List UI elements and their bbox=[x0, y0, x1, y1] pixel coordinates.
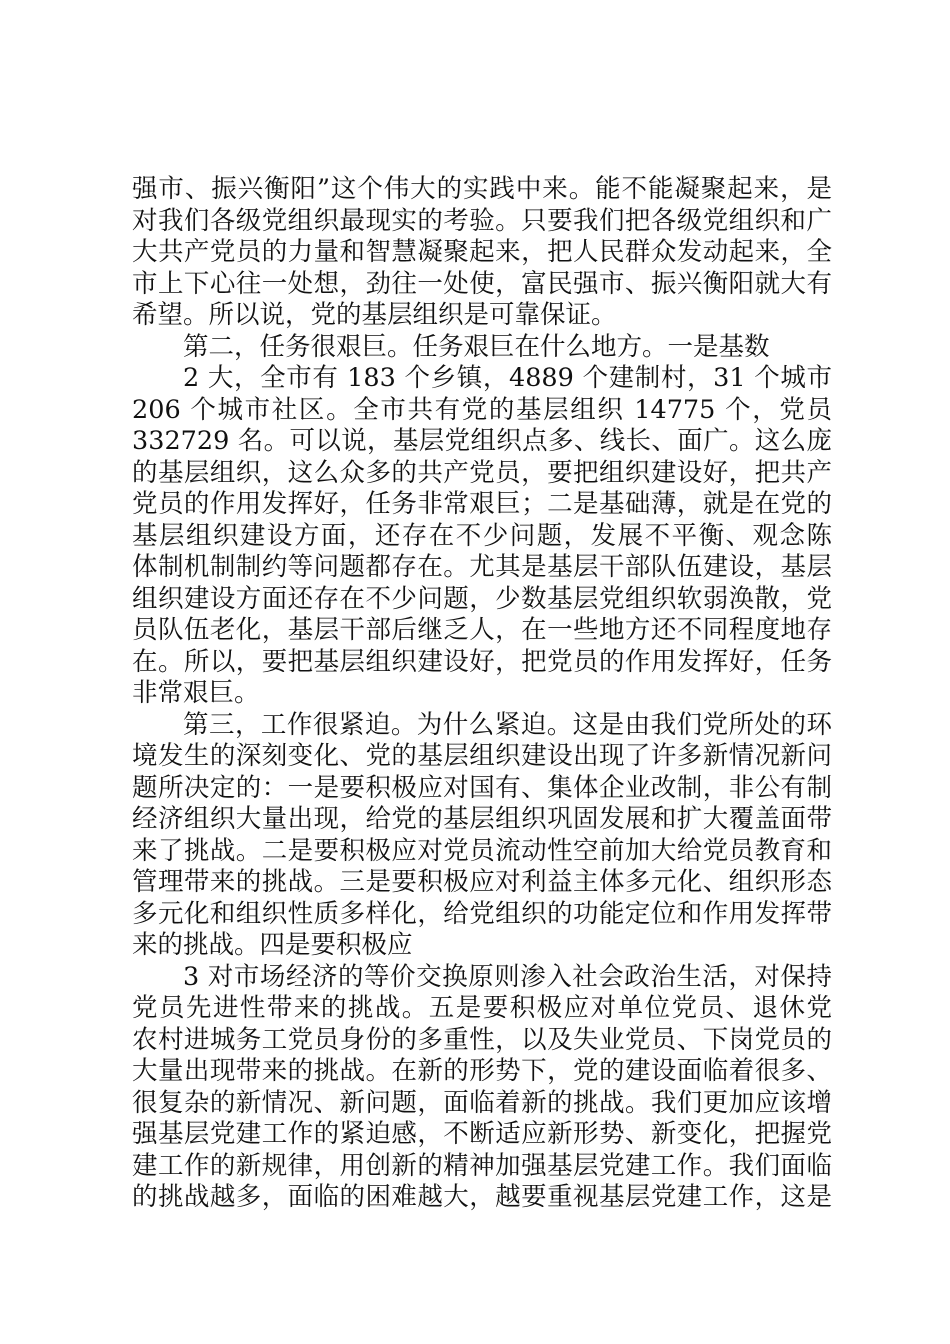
text-line: 在。所以，要把基层组织建设好，把党员的作用发挥好，任务 bbox=[132, 646, 832, 677]
paragraph-start-line: 3 对市场经济的等价交换原则渗入社会政治生活，对保持 bbox=[183, 961, 832, 992]
text-line: 体制机制制约等问题都存在。尤其是基层干部队伍建设，基层 bbox=[132, 552, 832, 582]
body-text bbox=[132, 174, 832, 1214]
text-line: 农村进城务工党员身份的多重性，以及失业党员、下岗党员的 bbox=[132, 1024, 832, 1055]
text-line: 很复杂的新情况、新问题，面临着新的挑战。我们更加应该增 bbox=[132, 1087, 832, 1118]
text-line: 来了挑战。二是要积极应对党员流动性空前加大给党员教育和 bbox=[132, 835, 832, 866]
text-line: 党员先进性带来的挑战。五是要积极应对单位党员、退休党 bbox=[132, 993, 832, 1023]
text-line: 对我们各级党组织最现实的考验。只要我们把各级党组织和广 bbox=[132, 205, 832, 236]
text-line: 强市、振兴衡阳”这个伟大的实践中来。能不能凝聚起来，是 bbox=[132, 174, 832, 204]
text-line: 332729 名。可以说，基层党组织点多、线长、面广。这么庞 bbox=[132, 426, 832, 456]
paragraph-start-line: 第二，任务很艰巨。任务艰巨在什么地方。一是基数 bbox=[183, 331, 770, 362]
text-line: 党员的作用发挥好，任务非常艰巨；二是基础薄，就是在党的 bbox=[132, 489, 832, 519]
text-line: 员队伍老化，基层干部后继乏人，在一些地方还不同程度地存 bbox=[132, 615, 832, 645]
text-line: 题所决定的：一是要积极应对国有、集体企业改制，非公有制 bbox=[132, 772, 832, 803]
text-line: 经济组织大量出现，给党的基层组织巩固发展和扩大覆盖面带 bbox=[132, 804, 832, 834]
text-line: 建工作的新规律，用创新的精神加强基层党建工作。我们面临 bbox=[132, 1150, 832, 1181]
text-line: 强基层党建工作的紧迫感，不断适应新形势、新变化，把握党 bbox=[132, 1119, 832, 1149]
text-line: 来的挑战。四是要积极应 bbox=[132, 930, 413, 960]
text-line: 基层组织建设方面，还存在不少问题，发展不平衡、观念陈 bbox=[132, 520, 832, 551]
paragraph-start-line: 第三，工作很紧迫。为什么紧迫。这是由我们党所处的环 bbox=[183, 709, 832, 740]
text-line: 管理带来的挑战。三是要积极应对利益主体多元化、组织形态 bbox=[132, 867, 832, 897]
paragraph-start-line: 2 大，全市有 183 个乡镇，4889 个建制村，31 个城市 bbox=[183, 363, 832, 393]
text-line: 组织建设方面还存在不少问题，少数基层党组织软弱涣散，党 bbox=[132, 583, 832, 614]
text-line: 206 个城市社区。全市共有党的基层组织 14775 个，党员 bbox=[132, 394, 832, 425]
text-line: 的挑战越多，面临的困难越大，越要重视基层党建工作，这是 bbox=[132, 1182, 832, 1212]
text-line: 希望。所以说，党的基层组织是可靠保证。 bbox=[132, 300, 617, 330]
text-line: 境发生的深刻变化、党的基层组织建设出现了许多新情况新问 bbox=[132, 741, 832, 771]
text-line: 非常艰巨。 bbox=[132, 678, 260, 708]
text-line: 的基层组织，这么众多的共产党员，要把组织建设好，把共产 bbox=[132, 457, 832, 488]
text-line: 大共产党员的力量和智慧凝聚起来，把人民群众发动起来，全 bbox=[132, 237, 832, 267]
text-line: 大量出现带来的挑战。在新的形势下，党的建设面临着很多、 bbox=[132, 1056, 832, 1086]
text-line: 市上下心往一处想，劲往一处使，富民强市、振兴衡阳就大有 bbox=[132, 268, 832, 299]
text-line: 多元化和组织性质多样化，给党组织的功能定位和作用发挥带 bbox=[132, 898, 832, 929]
